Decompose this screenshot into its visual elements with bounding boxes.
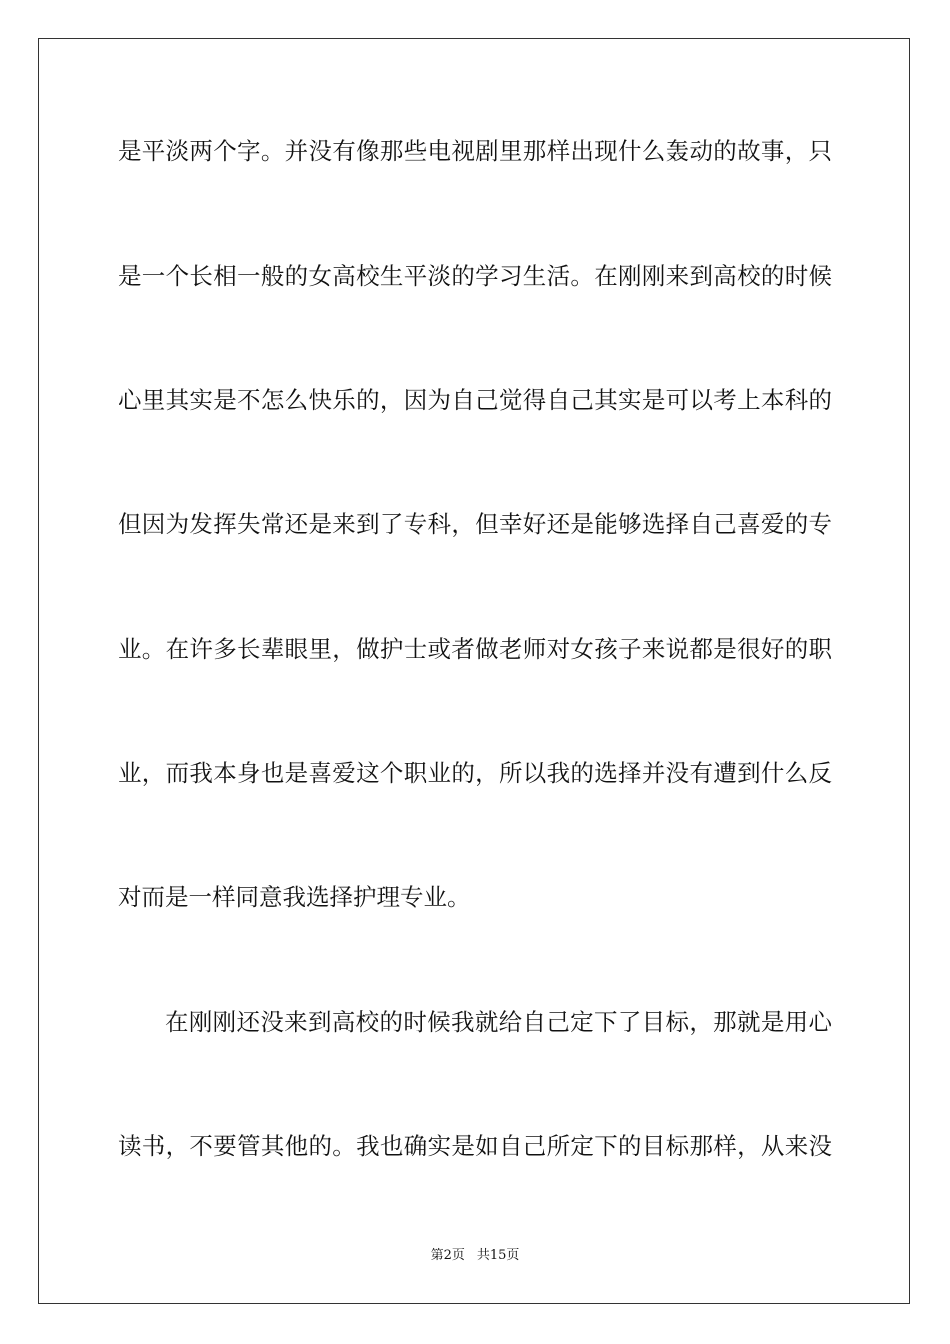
page-footer [0,1247,950,1265]
text-line-4: 但因为发挥失常还是来到了专科，但幸好还是能够选择自己喜爱的专 [118,510,832,538]
paragraph-2-line-2: 读书，不要管其他的。我也确实是如自己所定下的目标那样，从来没 [118,1132,832,1160]
page-border [38,38,910,1304]
total-pages: 共15页 [476,1248,520,1263]
paragraph-2-line-1: 在刚刚还没来到高校的时候我就给自己定下了目标，那就是用心 [165,1008,832,1036]
text-line-5: 业。在许多长辈眼里，做护士或者做老师对女孩子来说都是很好的职 [118,635,832,663]
text-line-1: 是平淡两个字。并没有像那些电视剧里那样出现什么轰动的故事，只 [118,137,832,165]
text-line-7: 对而是一样同意我选择护理专业。 [118,883,471,911]
text-line-6: 业，而我本身也是喜爱这个职业的，所以我的选择并没有遭到什么反 [118,759,832,787]
text-line-2: 是一个长相一般的女高校生平淡的学习生活。在刚刚来到高校的时候 [118,262,832,290]
text-line-3: 心里其实是不怎么快乐的，因为自己觉得自己其实是可以考上本科的 [118,386,832,414]
page-number: 第2页 [430,1248,465,1263]
